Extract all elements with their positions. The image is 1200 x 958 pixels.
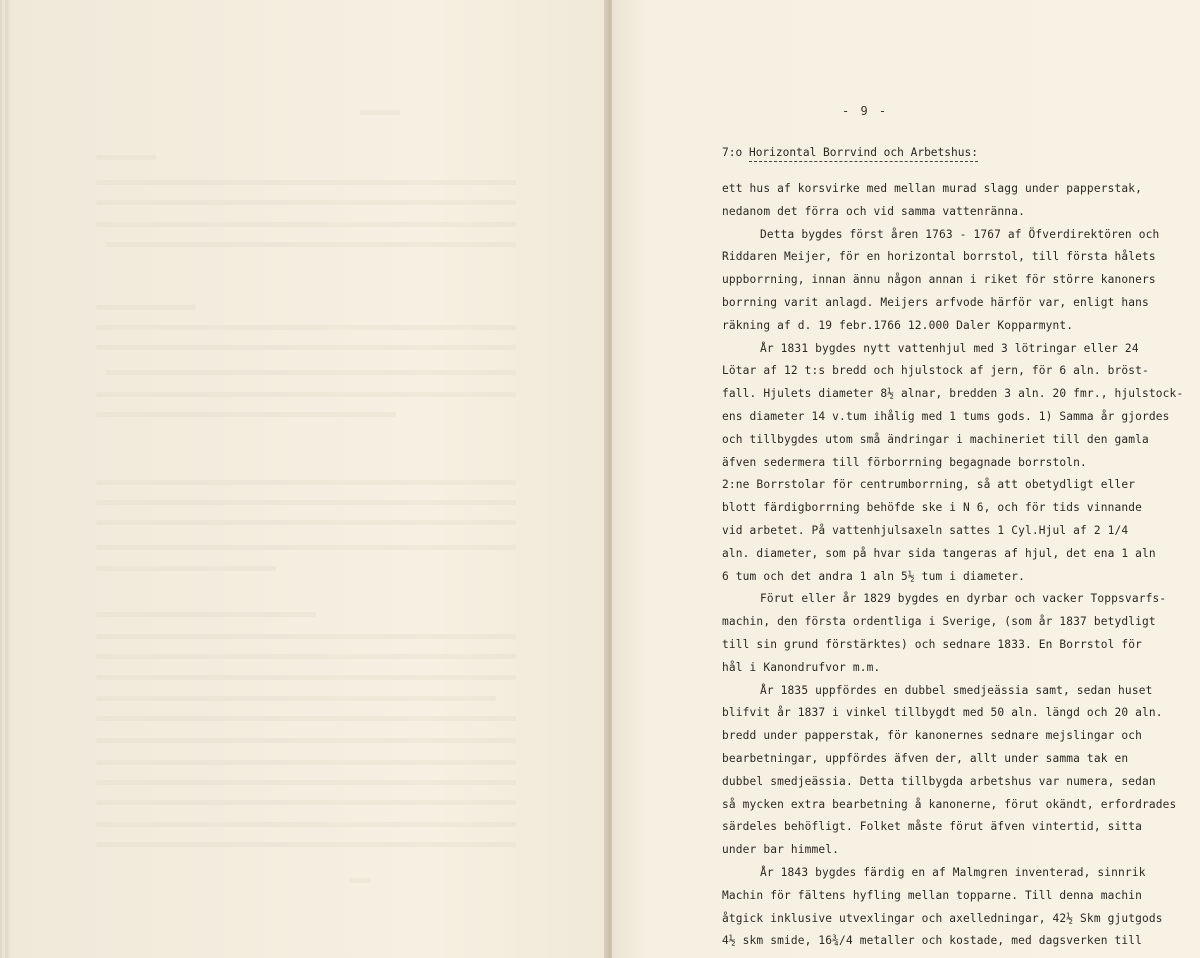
show-through-text [96, 412, 396, 417]
show-through-text [96, 822, 516, 827]
page-number: - 9 - [842, 104, 889, 118]
text-line: dubbel smedjeässia. Detta tillbygda arbetshus var numera, sedan [722, 774, 1156, 788]
text-line: fall. Hjulets diameter 8½ alnar, bredden 3 aln. 20 fmr., hjulstock- [722, 387, 1184, 401]
section-heading [722, 146, 978, 159]
text-line: blott färdigborrning behöfde ske i N 6, och för tids vinnande [722, 501, 1143, 515]
text-line: År 1831 bygdes nytt vattenhjul med 3 lötringar eller 24 [760, 341, 1139, 355]
show-through-text [96, 612, 316, 617]
show-through-text [96, 675, 516, 680]
text-line: nedanom det förra och vid samma vattenränna. [722, 204, 1025, 218]
show-through-text [96, 545, 516, 550]
show-through-text [96, 325, 516, 330]
text-line: Riddaren Meijer, för en horizontal borrstol, till första hålets [722, 250, 1156, 264]
show-through-text [96, 738, 516, 743]
text-line: äfven sedermera till förborrning begagnade borrstoln. [722, 455, 1087, 469]
text-line: År 1843 bygdes färdig en af Malmgren inventerad, sinnrik [760, 866, 1146, 879]
show-through-text [96, 305, 196, 310]
show-through-text [350, 878, 370, 883]
show-through-text [96, 760, 516, 765]
show-through-text [96, 566, 276, 571]
show-through-text [96, 780, 516, 785]
left-page-show-through [10, 0, 608, 958]
show-through-text [106, 242, 516, 247]
text-line: Machin för fältens hyfling mellan topparne. Till denna machin [722, 888, 1143, 902]
text-line: hål i Kanondrufvor m.m. [722, 660, 881, 674]
text-line: blifvit år 1837 i vinkel tillbygdt med 50 aln. längd och 20 aln. [722, 706, 1163, 720]
text-line: machin, den första ordentliga i Sverige, (som år 1837 betydligt [722, 615, 1156, 629]
text-line: räkning af d. 19 febr.1766 12.000 Daler Kopparmynt. [722, 318, 1074, 332]
show-through-text [96, 222, 516, 227]
text-line: ett hus af korsvirke med mellan murad slagg under papperstak, [722, 182, 1143, 195]
text-line: bearbetningar, uppfördes äfven der, allt under samma tak en [722, 752, 1129, 765]
text-line: ens diameter 14 v.tum ihålig med 1 tums gods. 1) Samma år gjordes [722, 410, 1170, 423]
text-line: under bar himmel. [722, 843, 840, 857]
text-line: Förut eller år 1829 bygdes en dyrbar och vacker Toppsvarfs- [760, 592, 1167, 606]
show-through-text [96, 180, 516, 185]
text-line: 6 tum och det andra 1 aln 5½ tum i diameter. [722, 569, 1025, 583]
text-line: 2:ne Borrstolar för centrumborrning, så att obetydligt eller [722, 478, 1136, 492]
show-through-text [96, 200, 516, 205]
text-line: Lötar af 12 t:s bredd och hjulstock af jern, för 6 aln. bröst- [722, 364, 1149, 378]
show-through-text [360, 110, 400, 115]
show-through-text [96, 520, 516, 525]
text-line: Detta bygdes först åren 1763 - 1767 af Öfverdirektören och [760, 227, 1160, 241]
section-heading-prefix: 7:o [722, 146, 749, 159]
text-line: borrning varit anlagd. Meijers arfvode härför var, enligt hans [722, 296, 1149, 309]
show-through-text [96, 155, 156, 160]
show-through-text [96, 480, 516, 485]
show-through-text [96, 696, 496, 701]
show-through-text [96, 842, 516, 847]
show-through-text [96, 634, 516, 639]
show-through-text [96, 654, 516, 659]
text-line: vid arbetet. På vattenhjulsaxeln sattes 1 Cyl.Hjul af 2 1/4 [722, 524, 1129, 537]
section-heading-title: Horizontal Borrvind och Arbetshus: [749, 146, 978, 162]
show-through-text [96, 392, 516, 397]
text-line: aln. diameter, som på hvar sida tangeras af hjul, det ena 1 aln [722, 546, 1156, 560]
text-line: 4½ skm smide, 16¾/4 metaller och kostade, med dagsverken till [722, 934, 1143, 948]
text-line: bredd under papperstak, för kanonernes sednare mejslingar och [722, 729, 1143, 743]
text-line: så mycken extra bearbetning å kanonerne, förut okändt, erfordrades [722, 797, 1177, 811]
show-through-text [96, 800, 516, 805]
text-line: åtgick inklusive utvexlingar och axelledningar, 42½ Skm gjutgods [722, 911, 1163, 925]
show-through-text [96, 345, 516, 350]
text-line: År 1835 uppfördes en dubbel smedjeässia samt, sedan huset [760, 683, 1153, 697]
show-through-text [96, 716, 516, 721]
text-line: uppborrning, innan ännu någon annan i riket för större kanoners [722, 273, 1156, 287]
show-through-text [96, 500, 516, 505]
text-line: särdeles behöfligt. Folket måste förut äfven vintertid, sitta [722, 820, 1143, 834]
text-line: till sin grund förstärktes) och sednare 1833. En Borrstol för [722, 638, 1143, 651]
show-through-text [106, 370, 516, 375]
text-line: och tillbygdes utom små ändringar i machineriet till den gamla [722, 432, 1149, 446]
